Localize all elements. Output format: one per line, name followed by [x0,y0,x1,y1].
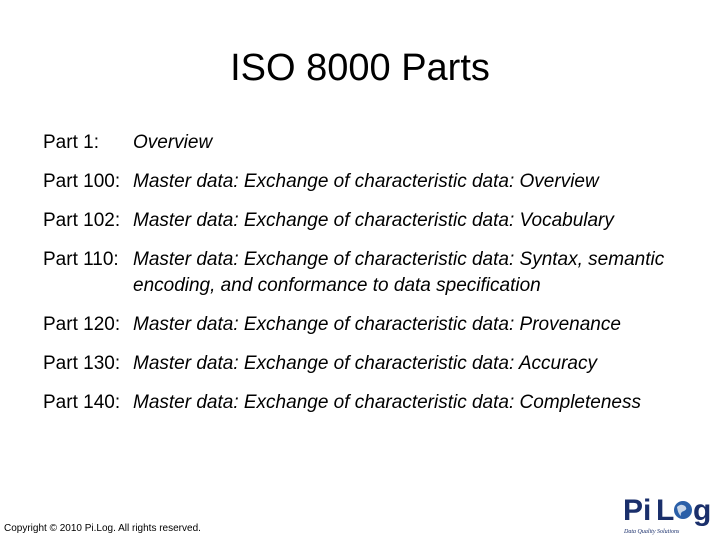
list-item [43,351,713,377]
part-label: Part 110: [43,249,119,270]
part-label: Part 130: [43,353,121,374]
copyright-text: Copyright © 2010 Pi.Log. All rights reserved. [4,523,201,534]
logo-wordmark: Pi [623,494,652,527]
parts-list [43,130,713,429]
part-label: Part 100: [43,171,121,192]
part-description: Master data: Exchange of characteristic data: Provenance [133,314,621,335]
part-label: Part 102: [43,210,121,231]
pilog-logo [622,488,716,536]
part-description: Master data: Exchange of characteristic data: Completeness [133,392,641,413]
part-description: Master data: Exchange of characteristic data: Syntax, semantic encoding, and conformance to data specification [133,249,665,296]
logo-wordmark-g: g [693,494,712,527]
list-item [43,169,713,195]
part-label: Part 140: [43,392,121,413]
list-item [43,130,713,156]
part-label: Part 120: [43,314,121,335]
part-description: Master data: Exchange of characteristic data: Overview [133,171,599,192]
globe-icon [674,501,692,519]
part-label: Part 1: [43,132,99,153]
part-description: Master data: Exchange of characteristic data: Accuracy [133,353,597,374]
logo-tagline: Data Quality Solutions [624,529,680,535]
list-item [43,390,713,416]
pilog-logo-graphic [622,488,716,536]
part-description: Overview [133,132,213,153]
part-description: Master data: Exchange of characteristic data: Vocabulary [133,210,614,231]
list-item [43,312,713,338]
slide-title: ISO 8000 Parts [230,47,490,89]
list-item [43,208,713,234]
logo-wordmark-l: L [656,494,675,527]
list-item [43,247,713,299]
